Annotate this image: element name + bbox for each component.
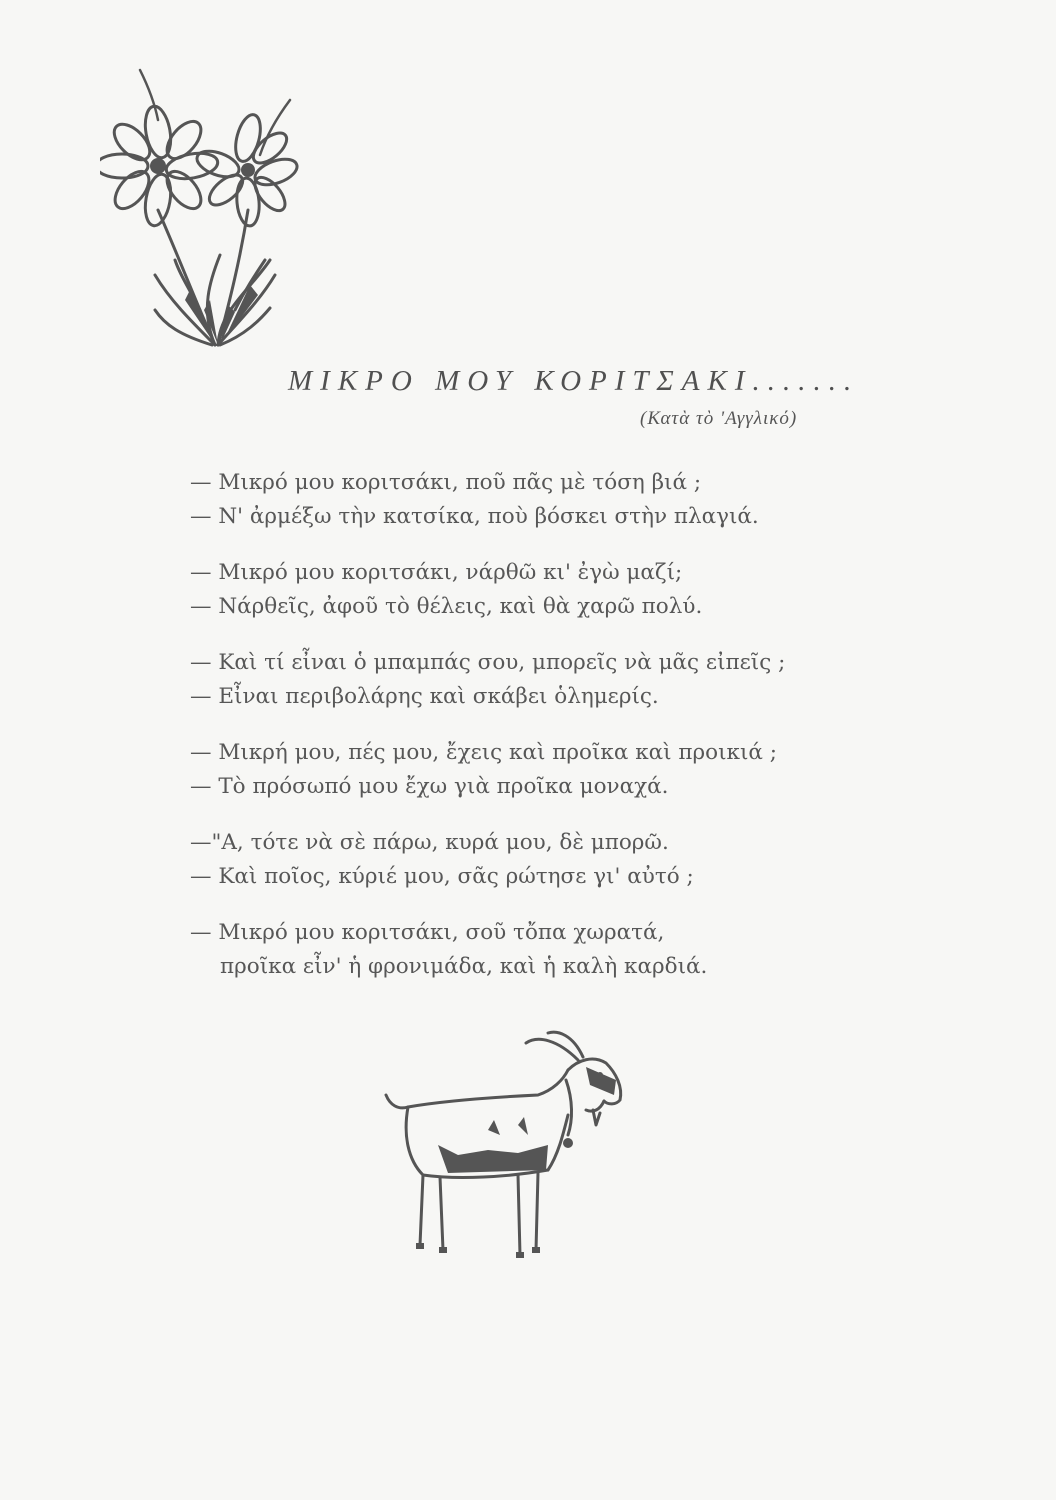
poem-line: — Μικρή μου, πές μου, ἔχεις καὶ προῖκα καὶ προικιά ; [190, 740, 778, 765]
poem-line: — Μικρό μου κοριτσάκι, ποῦ πᾶς μὲ τόση βιά ; [190, 470, 702, 495]
poem-line: — Νάρθεῖς, ἀφοῦ τὸ θέλεις, καὶ θὰ χαρῶ πολύ. [190, 594, 703, 619]
stanza [190, 646, 910, 714]
poem-subtitle: (Κατὰ τὸ 'Αγγλικό) [640, 408, 798, 429]
stanza [190, 916, 910, 984]
goat-illustration [378, 1025, 638, 1275]
flower-center-icon [150, 158, 166, 174]
poem-body [190, 466, 910, 1006]
poem-line: — Τὸ πρόσωπό μου ἔχω γιὰ προῖκα μοναχά. [190, 774, 669, 799]
poem-line: —"Α, τότε νὰ σὲ πάρω, κυρά μου, δὲ μπορῶ. [190, 830, 669, 855]
poem-line: — Μικρό μου κοριτσάκι, σοῦ τὄπα χωρατά, [190, 920, 665, 945]
stanza [190, 826, 910, 894]
flower-illustration [100, 60, 300, 355]
poem-line: προῖκα εἶν' ἡ φρονιμάδα, καὶ ἡ καλὴ καρδιά. [220, 954, 708, 979]
poem-line: — Ν' ἀρμέξω τὴν κατσίκα, ποὺ βόσκει στὴν πλαγιά. [190, 504, 759, 529]
poem-line: — Εἶναι περιβολάρης καὶ σκάβει ὁλημερίς. [190, 684, 659, 709]
stanza [190, 556, 910, 624]
stanza [190, 466, 910, 534]
poem-line: — Καὶ ποῖος, κύριέ μου, σᾶς ρώτησε γι' αὐτό ; [190, 864, 694, 889]
poem-title: ΜΙΚΡΟ ΜΟΥ ΚΟΡΙΤΣΑΚΙ....... [288, 365, 860, 397]
poem-line: — Καὶ τί εἶναι ὁ μπαμπάς σου, μπορεῖς νὰ μᾶς εἰπεῖς ; [190, 650, 786, 675]
poem-line: — Μικρό μου κοριτσάκι, νάρθῶ κι' ἐγὼ μαζί; [190, 560, 683, 585]
stanza [190, 736, 910, 804]
